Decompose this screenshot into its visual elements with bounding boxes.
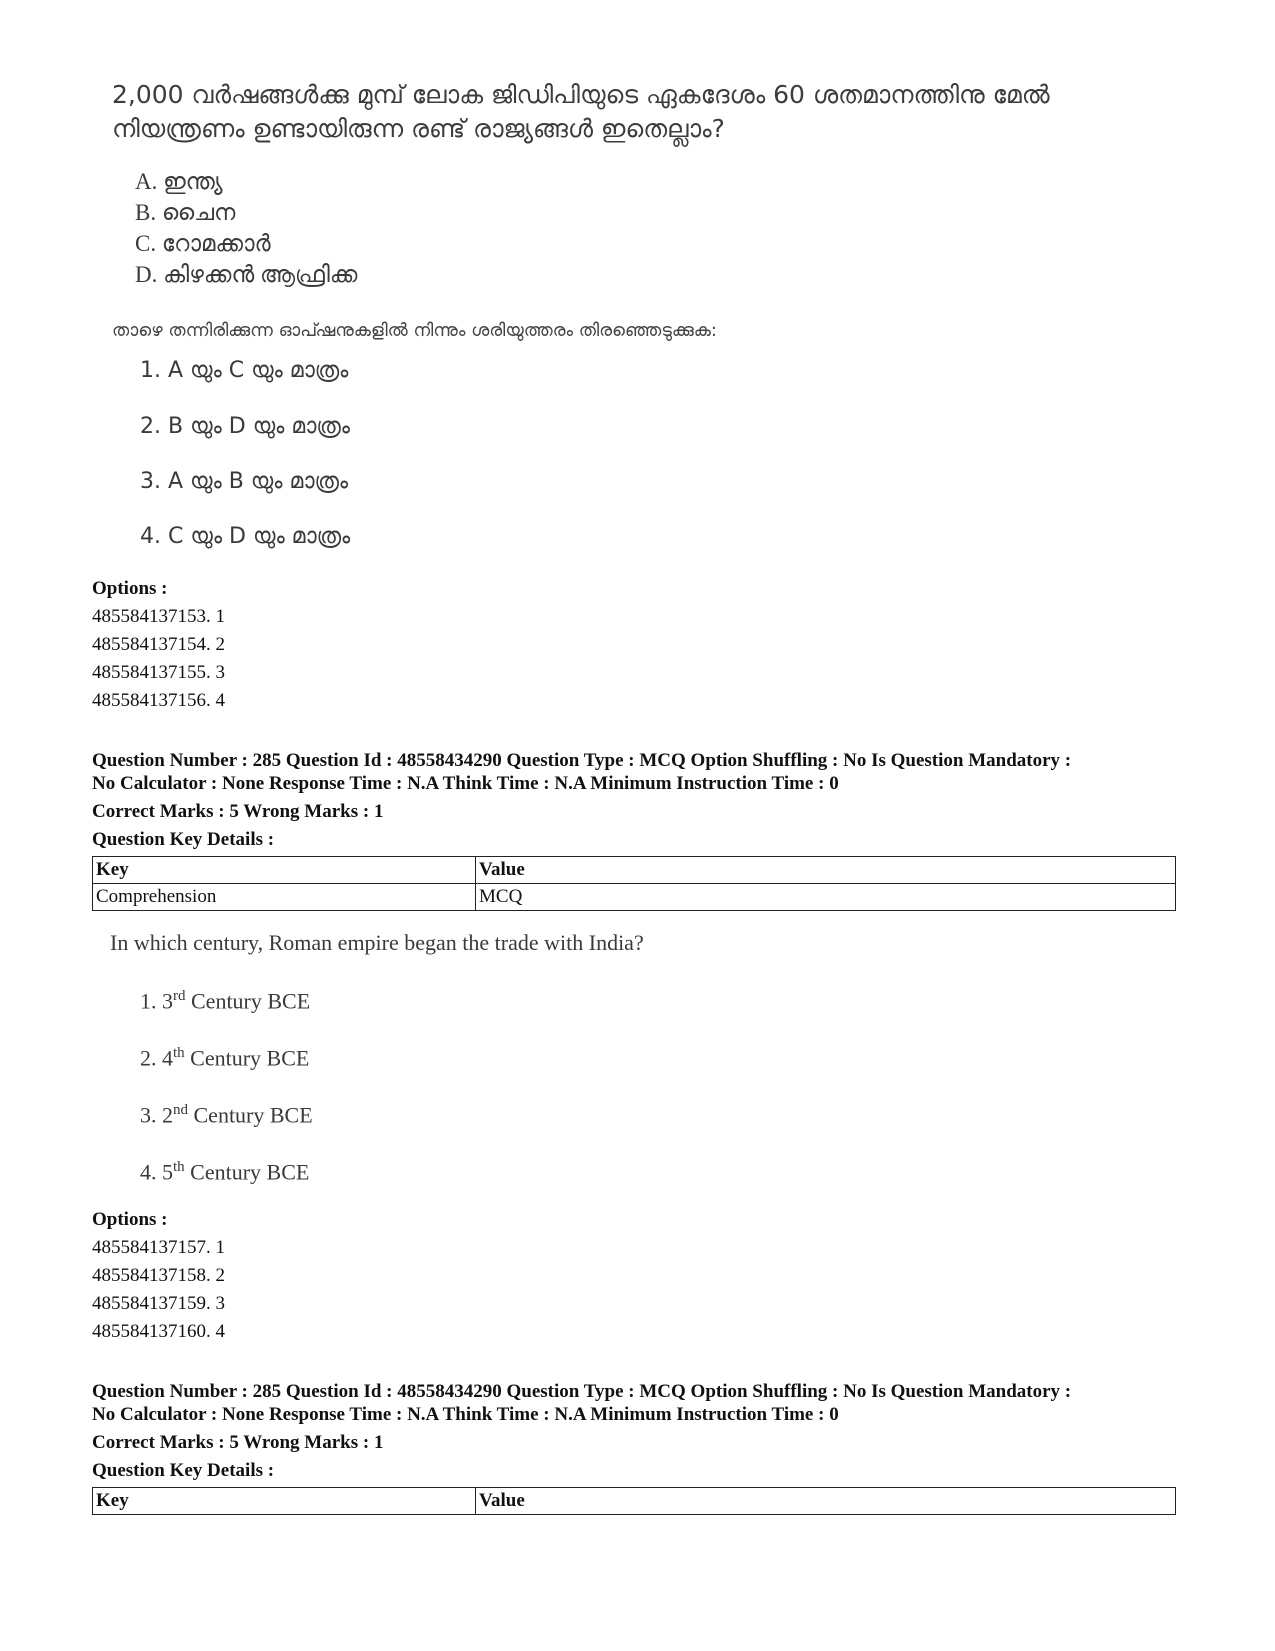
q1-instruction: താഴെ തന്നിരിക്കുന്ന ഓപ്ഷനുകളിൽ നിന്നും ശരിയുത്തരം തിരഞ്ഞെടുക്കുക: (112, 320, 717, 341)
q2-question-text: In which century, Roman empire began the trade with India? (110, 930, 644, 955)
options-label: Options : (92, 578, 168, 599)
q3-key-table (92, 1487, 1176, 1515)
question-meta-line: No Calculator : None Response Time : N.A Think Time : N.A Minimum Instruction Time : 0 (92, 773, 839, 794)
ordinal-suffix: th (173, 1159, 185, 1175)
table-row (93, 884, 1176, 911)
option-id-line: 485584137159. 3 (92, 1293, 225, 1314)
q1-statement-list (135, 166, 357, 290)
answer-number: 4. 5 (140, 1159, 173, 1185)
q2-key-details-label: Question Key Details : (92, 829, 275, 850)
table-header-key: Key (93, 857, 476, 884)
q2-answer-choice (140, 1102, 313, 1128)
table-cell-key: Comprehension (93, 884, 476, 911)
option-id-line: 485584137153. 1 (92, 606, 225, 627)
q2-answer-choice (140, 1045, 309, 1071)
options-label: Options : (92, 1209, 168, 1230)
table-header-key: Key (93, 1488, 476, 1515)
q2-key-table (92, 856, 1176, 911)
q1-answer-choice: 2. B യും D യും മാത്രം (140, 414, 351, 439)
option-id-line: 485584137156. 4 (92, 690, 225, 711)
q2-answer-choice (140, 1159, 309, 1185)
q3-key-table-clip (92, 1487, 1177, 1517)
answer-text: Century BCE (184, 1045, 310, 1071)
answer-text: Century BCE (188, 1102, 313, 1128)
q1-statement: B. ചൈന (135, 200, 236, 225)
answer-number: 3. 2 (140, 1102, 173, 1128)
q1-statement: A. ഇന്ത്യ (135, 169, 223, 194)
option-id-line: 485584137155. 3 (92, 662, 225, 683)
option-id-line: 485584137154. 2 (92, 634, 225, 655)
q2-answer-choice (140, 988, 310, 1014)
q3-marks: Correct Marks : 5 Wrong Marks : 1 (92, 1432, 384, 1453)
option-id-line: 485584137160. 4 (92, 1321, 225, 1342)
ordinal-suffix: rd (173, 988, 186, 1004)
ordinal-suffix: nd (173, 1102, 188, 1118)
q1-statement: D. കിഴക്കൻ ആഫ്രിക്ക (135, 262, 358, 287)
table-header-value: Value (476, 857, 1176, 884)
q1-answer-choice: 1. A യും C യും മാത്രം (140, 358, 349, 383)
q1-question-text: 2,000 വർഷങ്ങൾക്കു മുമ്പ് ലോക ജിഡിപിയുടെ ഏകദേശം 60 ശതമാനത്തിനു മേൽ നിയന്ത്രണം ഉണ്ടായിരുന്ന രണ്ട് രാജ്യങ്ങൾ ഇതെല്ലാം? (112, 80, 1050, 143)
q1-options-block (92, 575, 1182, 715)
answer-number: 2. 4 (140, 1045, 173, 1071)
q1-answer-choice: 3. A യും B യും മാത്രം (140, 469, 349, 494)
q2-options-block (92, 1206, 1182, 1346)
table-cell-value: MCQ (476, 884, 1176, 911)
question-meta-line: No Calculator : None Response Time : N.A Think Time : N.A Minimum Instruction Time : 0 (92, 1404, 839, 1425)
q1-statement: C. റോമക്കാർ (135, 231, 271, 256)
answer-number: 1. 3 (140, 988, 173, 1014)
q2-meta (92, 749, 1192, 795)
question-meta-line: Question Number : 285 Question Id : 48558434290 Question Type : MCQ Option Shuffling : No Is Question Mandatory : (92, 1381, 1072, 1402)
q3-key-details-label: Question Key Details : (92, 1460, 275, 1481)
q3-meta (92, 1380, 1192, 1426)
ordinal-suffix: th (173, 1045, 185, 1061)
answer-text: Century BCE (184, 1159, 310, 1185)
question-meta-line: Question Number : 285 Question Id : 48558434290 Question Type : MCQ Option Shuffling : No Is Question Mandatory : (92, 750, 1072, 771)
q2-marks: Correct Marks : 5 Wrong Marks : 1 (92, 801, 384, 822)
answer-text: Century BCE (185, 988, 311, 1014)
table-header-value: Value (476, 1488, 1176, 1515)
option-id-line: 485584137158. 2 (92, 1265, 225, 1286)
option-id-line: 485584137157. 1 (92, 1237, 225, 1258)
table-header-row (93, 857, 1176, 884)
table-header-row (93, 1488, 1176, 1515)
q1-answer-choice: 4. C യും D യും മാത്രം (140, 524, 351, 549)
